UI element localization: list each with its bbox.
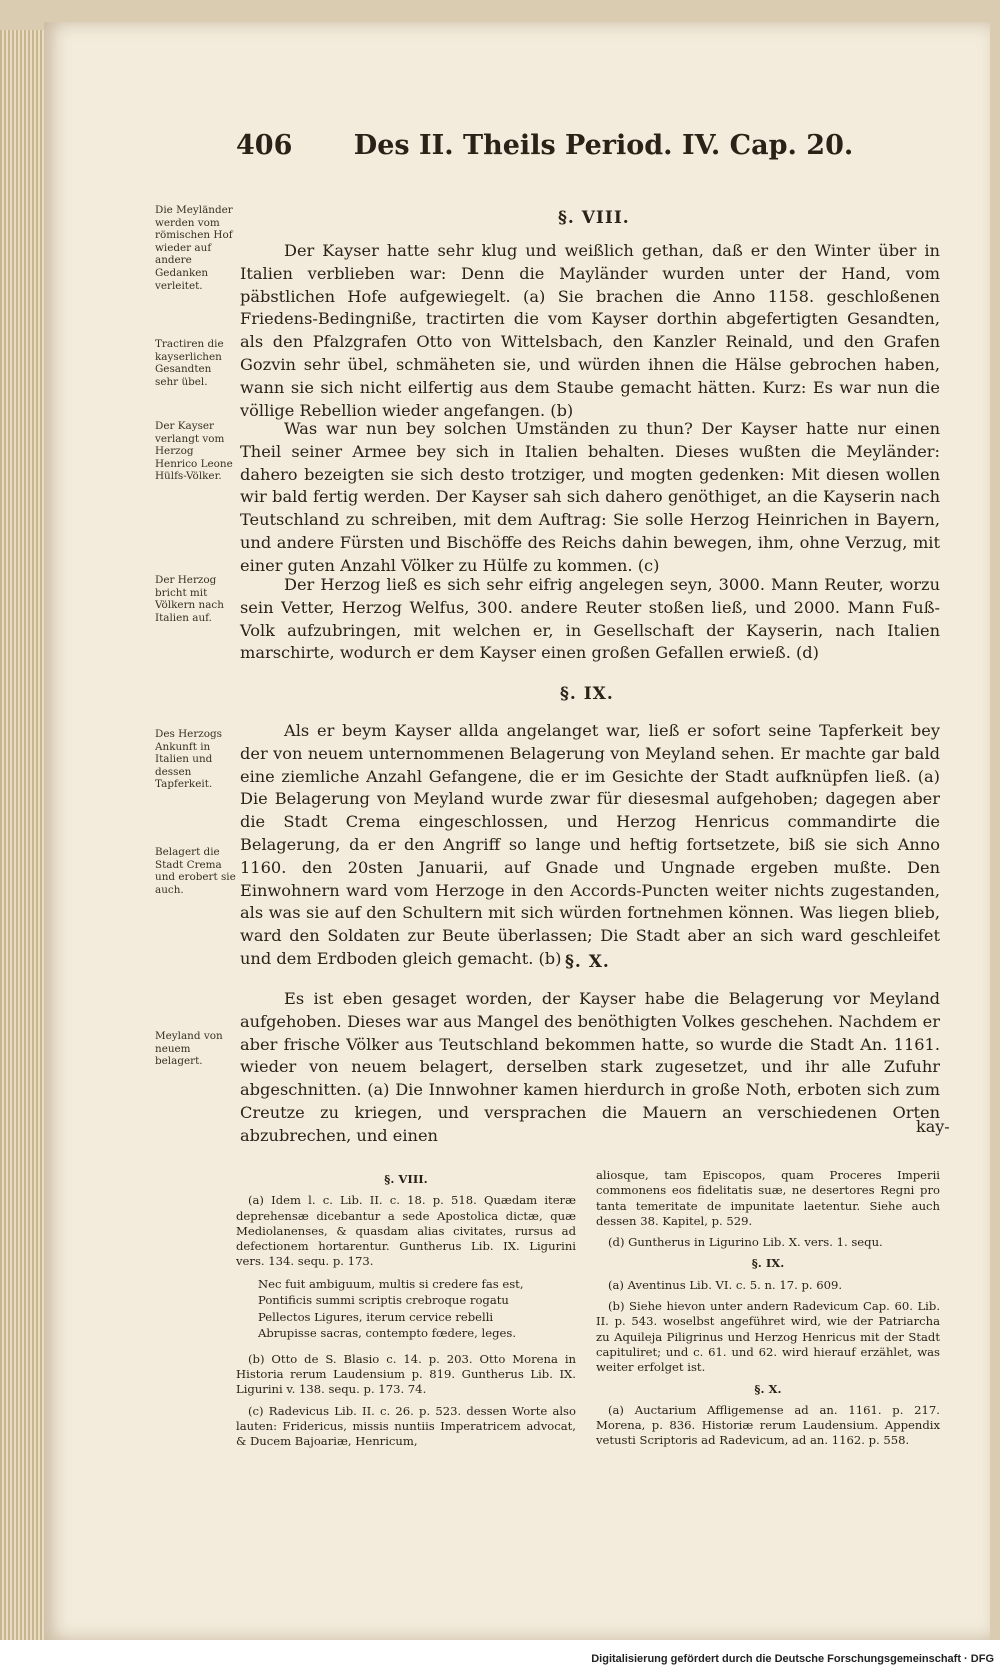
verse-line: Abrupisse sacras, contempto fœdere, leges. — [258, 1326, 517, 1341]
margin-note: Der Kayser verlangt vom Herzog Henrico Leone Hülfs-Völker. — [155, 420, 233, 483]
verse-line: Pontificis summi scriptis crebroque rogatu — [258, 1293, 509, 1308]
margin-note: Belagert die Stadt Crema und erobert sie auch. — [155, 846, 236, 896]
footnote-heading: §. X. — [754, 1381, 782, 1396]
funding-credit: Digitalisierung gefördert durch die Deutsche Forschungsgemeinschaft · DFG — [591, 1653, 994, 1665]
footnote: (a) Auctarium Affligemense ad an. 1161. p. 217. Morena, p. 836. Historiæ rerum Laudensium. Appendix vetusti Scriptoris ad Radevicum, ad an. 1162. p. 558. — [596, 1402, 940, 1448]
margin-note: Meyland von neuem belagert. — [155, 1030, 223, 1068]
footnote: (b) Otto de S. Blasio c. 14. p. 203. Otto Morena in Historia rerum Laudensium p. 819. Guntherus Lib. IX. Ligurini v. 138. sequ. p. 173. 74. — [236, 1351, 576, 1397]
page-number: 406 — [236, 130, 293, 161]
section-heading: §. IX. — [560, 684, 614, 704]
footnote: (a) Aventinus Lib. VI. c. 5. n. 17. p. 609. — [608, 1277, 843, 1292]
footnote: (b) Siehe hievon unter andern Radevicum Cap. 60. Lib. II. p. 543. woselbst angeführet wird, wie der Patriarcha zu Aquileja Piligrinus und Herzog Henricus mit der Stadt capituliret; und c. 61. und 62. wird hierauf erzählet, was weiter erfolget ist. — [596, 1299, 940, 1375]
footnote-verse — [258, 1276, 576, 1342]
footnote: (d) Guntherus in Ligurino Lib. X. vers. 1. sequ. — [608, 1235, 883, 1250]
footnote: (a) Idem l. c. Lib. II. c. 18. p. 518. Quædam iteræ deprehensæ dicebantur a sede Apostolica dictæ, quæ Mediolanenses, & quasdam alias civitates, rursus ad defectionem hortarentur. Guntherus Lib. IX. Ligurini vers. 134. sequ. p. 173. — [236, 1193, 576, 1269]
footnotes-right — [596, 1168, 940, 1455]
margin-note: Die Meyländer werden vom römischen Hof wieder auf andere Gedanken verleitet. — [155, 204, 233, 292]
margin-note: Des Herzogs Ankunft in Italien und dessen Tapferkeit. — [155, 728, 223, 791]
footnote: (c) Radevicus Lib. II. c. 26. p. 523. dessen Worte also lauten: Fridericus, missis nuntiis Imperatricem advocat, & Ducem Bajoariæ, Henricum, — [236, 1403, 576, 1449]
body-paragraph: Es ist eben gesaget worden, der Kayser habe die Belagerung vor Meyland aufgehoben. Dieses war aus Mangel des benöthigten Volkes geschehen. Nachdem er aber frische Völker aus Teutschland bekommen hatte, so wurde die Stadt An. 1161. wieder von neuem belagert, derselben stark zugesetzet, und ihr alle Zufuhr abgeschnitten. (a) Die Innwohner kamen hierdurch in große Noth, erboten sich zum Creutze zu kriegen, und versprachen die Mauern an verschiedenen Orten abzubrechen, und einen — [240, 989, 940, 1145]
footnote-heading: §. VIII. — [384, 1172, 428, 1186]
footnote-heading: §. IX. — [751, 1256, 785, 1271]
section-heading: §. X. — [565, 952, 610, 972]
section-heading: §. VIII. — [558, 208, 630, 228]
body-paragraph: Der Herzog ließ es sich sehr eifrig angelegen seyn, 3000. Mann Reuter, worzu sein Vetter, Herzog Welfus, 300. andere Reuter stoßen ließ, und 2000. Mann Fuß-Volk aufzubringen, mit welchen er, in Gesellschaft der Kayserin, nach Italien marschirte, wodurch er dem Kayser einen großen Gefallen erwieß. (d) — [240, 575, 940, 663]
footnotes-left — [236, 1168, 576, 1456]
running-title: Des II. Theils Period. IV. Cap. 20. — [353, 130, 854, 161]
catchword: kay- — [916, 1117, 950, 1136]
margin-note: Tractiren die kayserlichen Gesandten sehr übel. — [155, 338, 224, 388]
page-header — [236, 130, 853, 161]
body-paragraph: Was war nun bey solchen Umständen zu thun? Der Kayser hatte nur einen Theil seiner Armee bey sich in Italien behalten. Dieses wußten die Meyländer: dahero bezeigten sie sich desto trotziger, und mogten gedenken: Mit diesen wollen wir bald fertig werden. Der Kayser sah sich dahero genöthiget, an die Kayserin nach Teutschland zu schreiben, mit dem Auftrag: Sie solle Herzog Heinrichen in Bayern, und andere Fürsten und Bischöffe des Reichs dahin bewegen, ihm, ohne Verzug, mit einer guten Anzahl Völker zu Hülfe zu kommen. (c) — [240, 419, 940, 575]
margin-note: Der Herzog bricht mit Völkern nach Italien auf. — [155, 574, 224, 624]
verse-line: Nec fuit ambiguum, multis si credere fas est, — [258, 1276, 524, 1291]
footnote: aliosque, tam Episcopos, quam Proceres Imperii commonens eos fidelitatis suæ, ne desertores Regni pro tanta temeritate de impunitate laetentur. Siehe auch dessen 38. Kapitel, p. 529. — [596, 1168, 940, 1228]
body-paragraph: Der Kayser hatte sehr klug und weißlich gethan, daß er den Winter über in Italien verblieben war: Denn die Mayländer wurden unter der Hand, vom päbstlichen Hofe aufgewiegelt. (a) Sie brachen die Anno 1158. geschloßenen Friedens-Bedingniße, tractirten die vom Kayser dorthin abgefertigten Gesandten, als den Pfalzgrafen Otto von Wittelsbach, den Kanzler Reinald, und den Grafen Gozvin sehr übel, schmäheten sie, und würden ihnen die Hälse gebrochen haben, wann sie sich nicht eilfertig aus dem Staube gemacht hätten. Kurz: Es war nun die völlige Rebellion wieder angefangen. (b) — [240, 241, 940, 420]
body-paragraph: Als er beym Kayser allda angelanget war, ließ er sofort seine Tapferkeit bey der von neuem unternommenen Belagerung von Meyland sehen. Er machte gar bald eine ziemliche Anzahl Gefangene, die er im Gesichte der Stadt aufknüpfen ließ. (a) Die Belagerung von Meyland wurde zwar für diesesmal aufgehoben; dagegen aber die Stadt Crema eingeschlossen, und Herzog Henricus commandirte die Belagerung, da er den Angriff so lange und heftig fortsetzete, biß sie sich Anno 1160. den 20sten Januarii, auf Gnade und Ungnade ergeben mußte. Den Einwohnern ward vom Herzoge in den Accords-Puncten weiter nichts zugestanden, als was sie auf den Schultern mit sich würden fortnehmen können. Was liegen blieb, ward den Soldaten zur Beute überlassen; Die Stadt aber an sich ward geschleifet und dem Erdboden gleich gemacht. (b) — [240, 721, 940, 968]
verse-line: Pellectos Ligures, iterum cervice rebelli — [258, 1309, 494, 1324]
